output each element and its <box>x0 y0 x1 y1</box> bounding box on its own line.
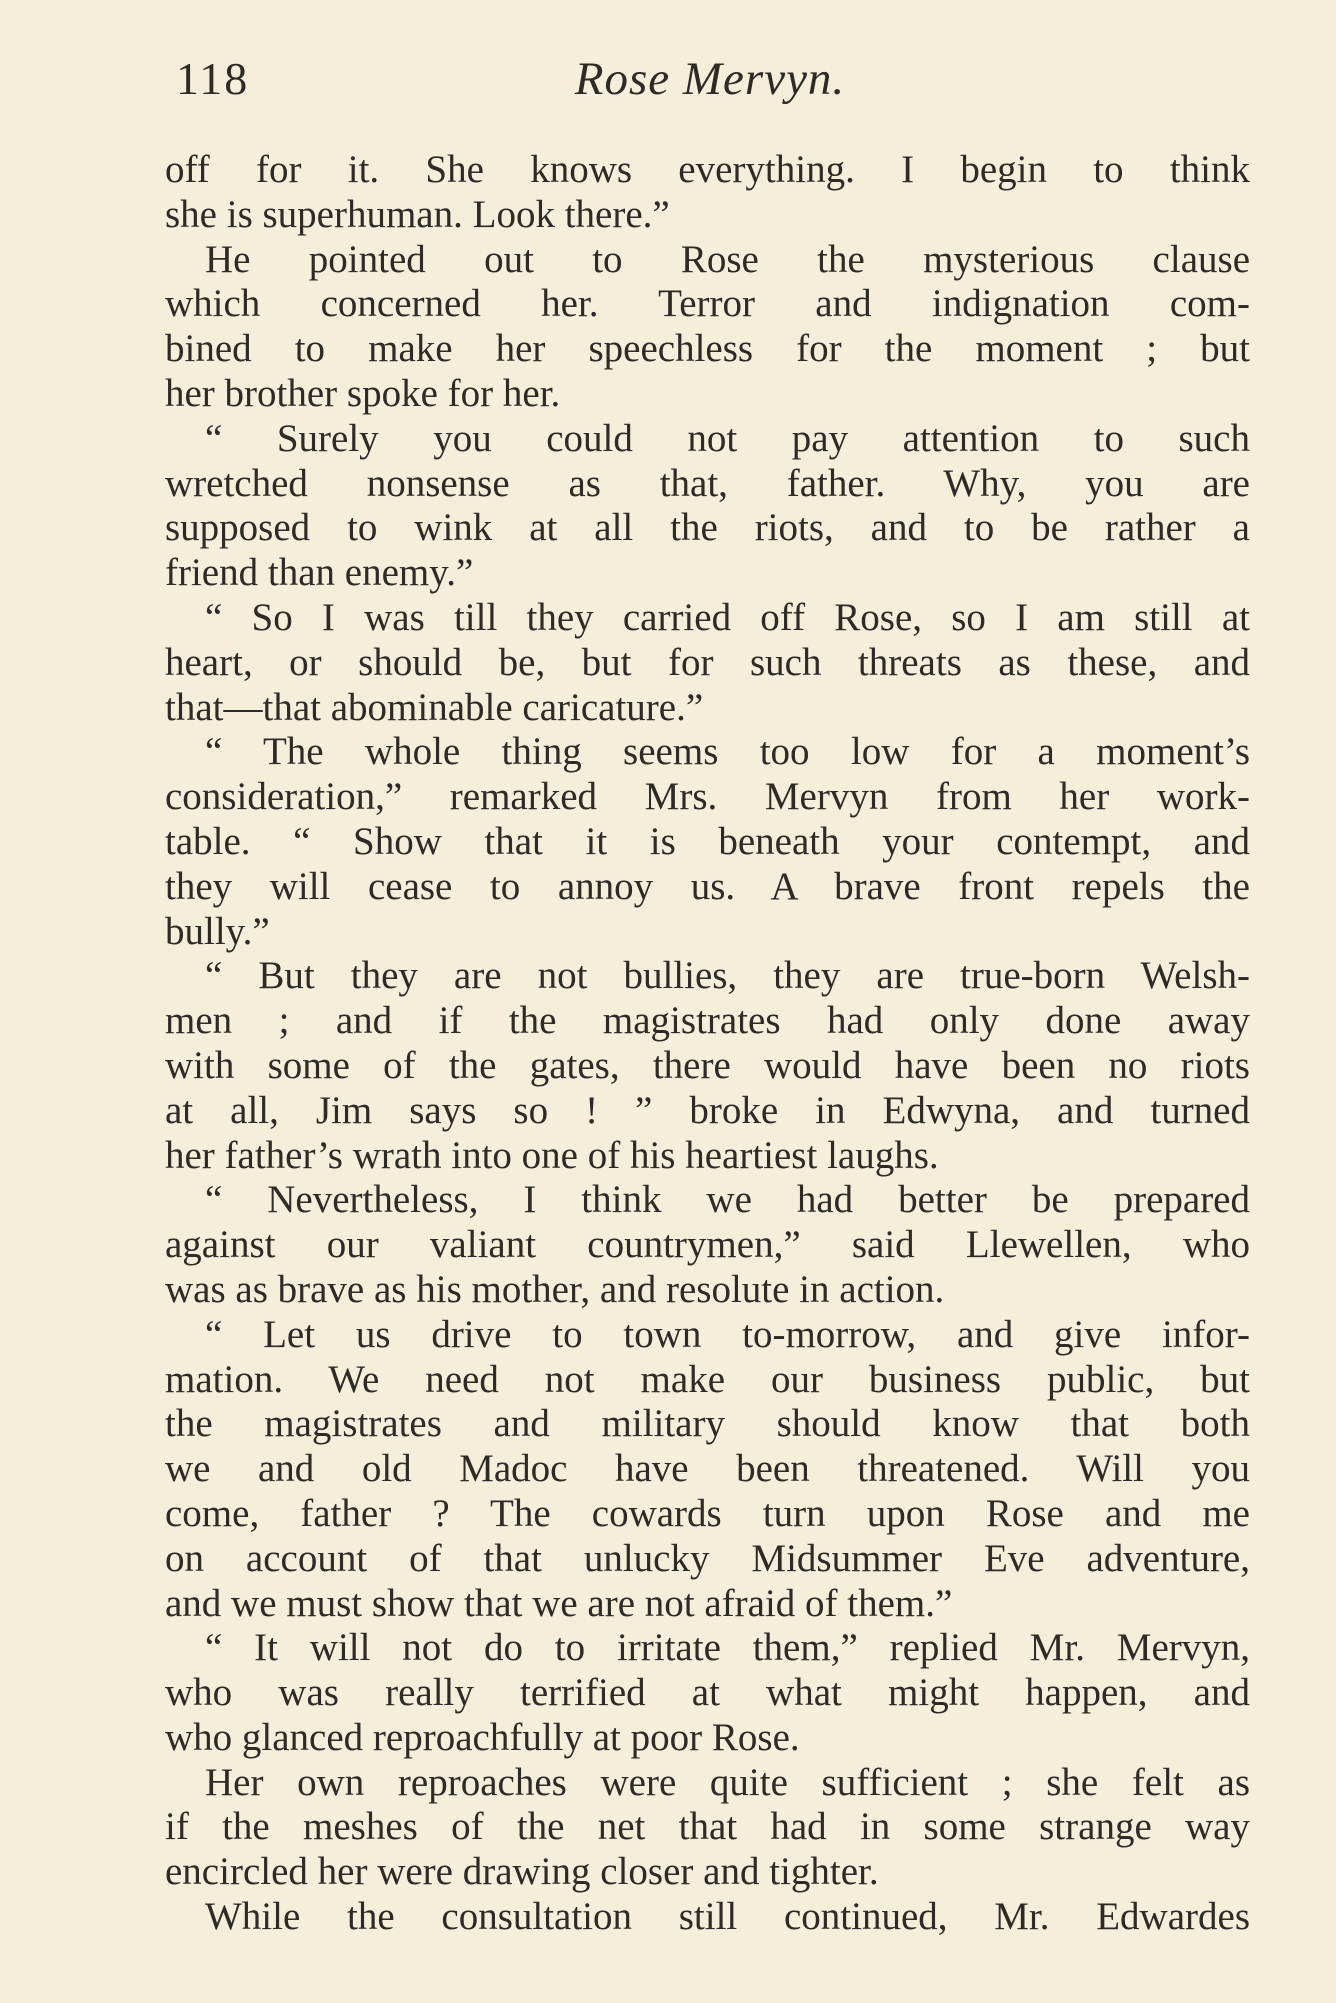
body-text <box>165 148 1250 1940</box>
text-line: While the consultation still continued, Mr. Edwardes <box>205 1895 1250 1939</box>
text-line: at all, Jim says so ! ” broke in Edwyna, and turned <box>165 1088 1250 1132</box>
text-line: who glanced reproachfully at poor Rose. <box>165 1715 800 1759</box>
text-line: on account of that unlucky Midsummer Eve adventure, <box>165 1536 1250 1580</box>
text-line: they will cease to annoy us. A brave front repels the <box>165 864 1250 908</box>
text-line: “ So I was till they carried off Rose, so I am still at <box>205 595 1250 639</box>
page-number: 118 <box>176 53 250 104</box>
text-line: encircled her were drawing closer and tighter. <box>165 1850 879 1894</box>
text-line: come, father ? The cowards turn upon Rose and me <box>165 1491 1250 1535</box>
text-line: consideration,” remarked Mrs. Mervyn from her work- <box>165 775 1250 819</box>
text-line: supposed to wink at all the riots, and to be rather a <box>165 506 1250 550</box>
running-title: Rose Mervyn. <box>574 53 846 105</box>
text-line: she is superhuman. Look there.” <box>165 192 670 236</box>
text-line: “ The whole thing seems too low for a moment’s <box>205 730 1250 774</box>
text-line: her father’s wrath into one of his heartiest laughs. <box>165 1133 939 1177</box>
text-line: that—that abominable caricature.” <box>165 685 704 729</box>
text-line: Her own reproaches were quite sufficient ; she felt as <box>205 1760 1250 1804</box>
text-line: “ But they are not bullies, they are true-born Welsh- <box>205 954 1250 998</box>
text-line: “ It will not do to irritate them,” replied Mr. Mervyn, <box>205 1626 1250 1670</box>
text-line: we and old Madoc have been threatened. Will you <box>165 1447 1250 1491</box>
text-line: bully.” <box>165 909 270 953</box>
text-line: which concerned her. Terror and indignation com- <box>165 282 1250 326</box>
text-line: “ Let us drive to town to-morrow, and give infor- <box>205 1312 1250 1356</box>
text-line: who was really terrified at what might happen, and <box>165 1671 1250 1715</box>
text-line: mation. We need not make our business public, but <box>165 1357 1250 1401</box>
text-line: and we must show that we are not afraid of them.” <box>165 1581 953 1625</box>
text-line: men ; and if the magistrates had only done away <box>165 999 1250 1043</box>
text-line: bined to make her speechless for the moment ; but <box>165 327 1250 371</box>
text-line: friend than enemy.” <box>165 551 474 595</box>
text-line: wretched nonsense as that, father. Why, you are <box>165 461 1250 505</box>
text-line: heart, or should be, but for such threats as these, and <box>165 640 1250 684</box>
running-head <box>170 52 1250 112</box>
text-line: off for it. She knows everything. I begin to think <box>165 148 1250 191</box>
text-line: with some of the gates, there would have been no riots <box>165 1043 1250 1087</box>
text-line: was as brave as his mother, and resolute in action. <box>165 1267 945 1311</box>
text-line: “ Surely you could not pay attention to such <box>205 416 1250 460</box>
text-line: He pointed out to Rose the mysterious clause <box>205 237 1250 281</box>
text-line: her brother spoke for her. <box>165 371 561 415</box>
text-line: “ Nevertheless, I think we had better be prepared <box>205 1178 1250 1222</box>
text-line: against our valiant countrymen,” said Llewellen, who <box>165 1223 1250 1267</box>
text-line: table. “ Show that it is beneath your contempt, and <box>165 819 1250 863</box>
text-line: if the meshes of the net that had in some strange way <box>165 1805 1250 1849</box>
text-line: the magistrates and military should know that both <box>165 1402 1250 1446</box>
